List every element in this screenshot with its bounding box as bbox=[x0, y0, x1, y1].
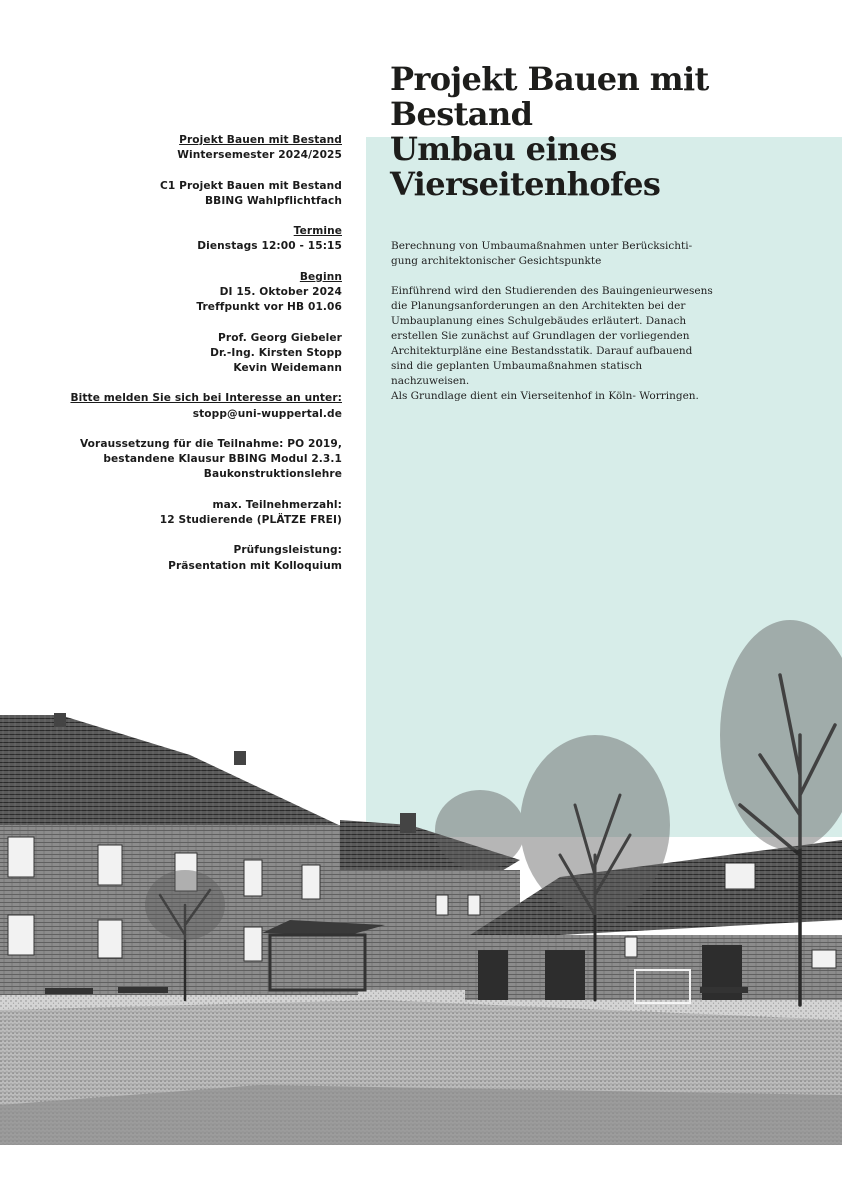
contact-heading: Bitte melden Sie sich bei Interesse an unter: bbox=[70, 392, 342, 405]
chimney bbox=[54, 713, 66, 727]
beginn-block bbox=[12, 270, 342, 316]
exam-block bbox=[12, 543, 342, 573]
staff-3: Kevin Weidemann bbox=[233, 361, 342, 374]
beginn-place: Treffpunkt vor HB 01.06 bbox=[196, 301, 342, 314]
staff-block bbox=[12, 331, 342, 377]
requirements-line-3: Baukonstruktionslehre bbox=[203, 468, 342, 481]
contact-block bbox=[12, 391, 342, 421]
requirements-line-1: Voraussetzung für die Teilnahme: PO 2019, bbox=[79, 437, 342, 450]
description-intro bbox=[391, 239, 751, 269]
title-line-2: Bestand bbox=[390, 95, 533, 133]
intro-line: gung architektonischer Gesichtspunkte bbox=[391, 255, 602, 267]
body-line: sind die geplanten Umbaumaßnahmen statisch bbox=[391, 360, 643, 372]
subtitle-line-2: Vierseitenhofes bbox=[390, 165, 661, 203]
course-block bbox=[12, 133, 342, 163]
body-line: Umbauplanung eines Schulgebäudes erläutert. Danach bbox=[391, 315, 687, 327]
module-line-1: C1 Projekt Bauen mit Bestand bbox=[159, 179, 342, 192]
course-title: Projekt Bauen mit Bestand bbox=[179, 134, 342, 146]
body-line: erstellen Sie zunächst auf Grundlagen der vorliegenden bbox=[391, 330, 690, 342]
exam-heading: Prüfungsleistung: bbox=[233, 544, 342, 557]
courtyard-photo bbox=[0, 615, 842, 1145]
description-body bbox=[391, 284, 751, 404]
chimney bbox=[234, 751, 246, 765]
body-line: nachzuweisen. bbox=[391, 375, 470, 387]
intro-line: Berechnung von Umbaumaßnahmen unter Berücksichti- bbox=[391, 240, 693, 252]
staff-2: Dr.-Ing. Kirsten Stopp bbox=[210, 346, 342, 359]
body-line: Architekturpläne eine Bestandsstatik. Darauf aufbauend bbox=[391, 345, 693, 357]
page-title bbox=[390, 62, 830, 202]
max-participants-block bbox=[12, 498, 342, 528]
max-participants-heading: max. Teilnehmerzahl: bbox=[212, 498, 342, 511]
main-roof bbox=[0, 715, 360, 835]
beginn-heading: Beginn bbox=[299, 270, 342, 283]
chimney bbox=[400, 813, 416, 833]
barn-wall bbox=[465, 935, 842, 1000]
termine-value: Dienstags 12:00 - 15:15 bbox=[197, 240, 342, 253]
requirements-block bbox=[12, 437, 342, 483]
semester: Wintersemester 2024/2025 bbox=[177, 149, 342, 162]
body-line: die Planungsanforderungen an den Architekten bei der bbox=[391, 300, 686, 312]
subtitle-line-1: Umbau eines bbox=[390, 130, 617, 168]
course-info-column bbox=[12, 133, 342, 589]
title-line-1: Projekt Bauen mit bbox=[390, 60, 709, 98]
beginn-date: DI 15. Oktober 2024 bbox=[219, 285, 342, 298]
requirements-line-2: bestandene Klausur BBING Modul 2.3.1 bbox=[103, 453, 342, 466]
termine-heading: Termine bbox=[293, 225, 342, 238]
contact-email: stopp@uni-wuppertal.de bbox=[192, 407, 342, 420]
module-block bbox=[12, 179, 342, 209]
module-line-2: BBING Wahlpflichtfach bbox=[205, 194, 342, 207]
body-line: Einführend wird den Studierenden des Bauingenieurwesens bbox=[391, 285, 713, 297]
description-text bbox=[391, 239, 751, 419]
staff-1: Prof. Georg Giebeler bbox=[218, 331, 342, 344]
max-participants-value: 12 Studierende (PLÄTZE FREI) bbox=[159, 513, 342, 526]
exam-value: Präsentation mit Kolloquium bbox=[168, 559, 342, 572]
termine-block bbox=[12, 224, 342, 254]
body-line: Als Grundlage dient ein Vierseitenhof in Köln- Worringen. bbox=[391, 390, 699, 402]
